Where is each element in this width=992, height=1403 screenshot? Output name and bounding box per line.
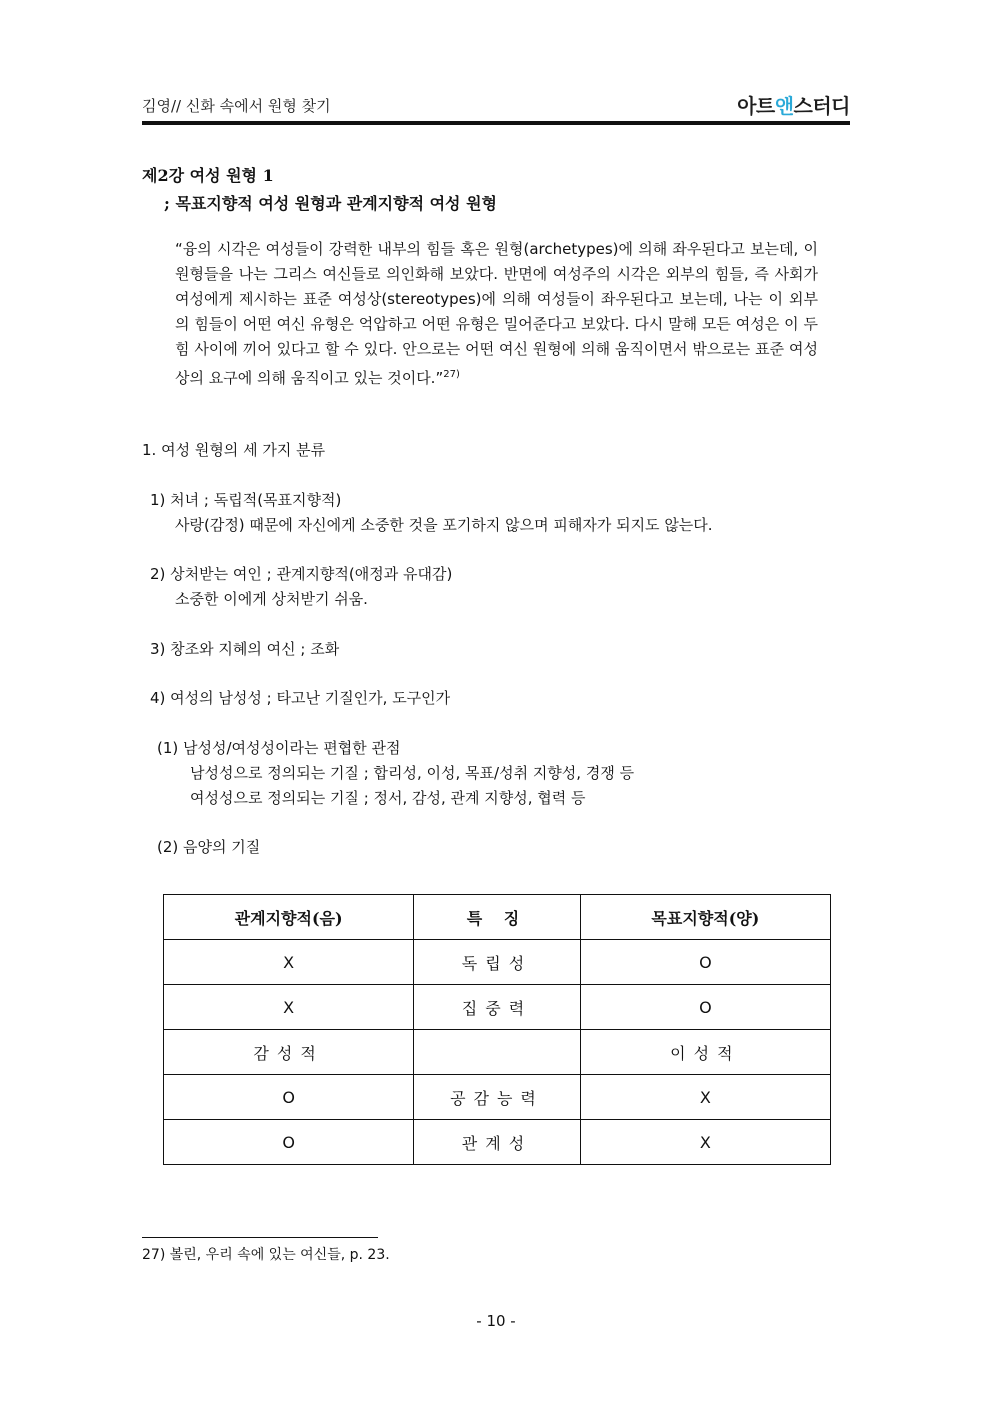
table-cell: O — [164, 1120, 414, 1165]
item-1-heading: 1) 처녀 ; 독립적(목표지향적) — [150, 491, 342, 509]
running-header: 김영// 신화 속에서 원형 찾기 — [142, 97, 331, 115]
item-3-heading: 3) 창조와 지혜의 여신 ; 조화 — [150, 640, 340, 658]
item-1-body: 사랑(감정) 때문에 자신에게 소중한 것을 포기하지 않으며 피해자가 되지도 않는다. — [175, 516, 713, 534]
item-2-body: 소중한 이에게 상처받기 쉬움. — [175, 590, 368, 608]
lecture-title: 제2강 여성 원형 1 — [142, 166, 274, 185]
page-number: - 10 - — [476, 1312, 516, 1330]
item-2-heading: 2) 상처받는 여인 ; 관계지향적(애정과 유대감) — [150, 565, 453, 583]
subitem-2-heading: (2) 음양의 기질 — [157, 838, 261, 856]
table-cell: 이성적 — [580, 1030, 830, 1075]
table-header-cell: 목표지향적(양) — [580, 895, 830, 940]
table-cell: X — [164, 985, 414, 1030]
quote-paragraph — [175, 237, 818, 391]
brand-text-b: 앤 — [774, 94, 794, 118]
table-cell: 관계성 — [414, 1120, 581, 1165]
table-cell: X — [164, 940, 414, 985]
footnote: 27) 볼린, 우리 속에 있는 여신들, p. 23. — [142, 1247, 390, 1263]
table-row — [164, 1030, 831, 1075]
table-cell: O — [580, 985, 830, 1030]
table-row — [164, 940, 831, 985]
brand-text-c: 스터디 — [793, 94, 850, 118]
yin-yang-traits-table — [163, 894, 831, 1165]
footnote-divider — [142, 1237, 378, 1238]
table-cell: 집중력 — [414, 985, 581, 1030]
table-cell: X — [580, 1120, 830, 1165]
subitem-1-line-1: 남성성으로 정의되는 기질 ; 합리성, 이성, 목표/성취 지향성, 경쟁 등 — [190, 764, 635, 782]
table-header-row — [164, 895, 831, 940]
brand-text-a: 아트 — [737, 94, 775, 118]
quote-text: “융의 시각은 여성들이 강력한 내부의 힘들 혹은 원형(archetypes)에 의해 좌우된다고 보는데, 이 원형들을 나는 그리스 여신들로 의인화해 보았다. 반면에 여성주의 시각은 외부의 힘들, 즉 사회가 여성에게 제시하는 표준 여성상(stereotypes)에 의해 여성들이 좌우된다고 보는데, 나는 이 외부의 힘들이 어떤 여신 유형은 억압하고 어떤 유형은 밀어준다고 보았다. 다시 말해 모든 여성은 이 두 힘 사이에 끼어 있다고 할 수 있다. 안으로는 어떤 여신 원형에 의해 움직이면서 밖으로는 표준 여성상의 요구에 의해 움직이고 있는 것이다.” — [175, 240, 818, 387]
subitem-1-line-2: 여성성으로 정의되는 기질 ; 정서, 감성, 관계 지향성, 협력 등 — [190, 789, 586, 807]
table-row — [164, 1075, 831, 1120]
lecture-subtitle: ; 목표지향적 여성 원형과 관계지향적 여성 원형 — [164, 194, 497, 213]
table-cell — [414, 1030, 581, 1075]
table-row — [164, 985, 831, 1030]
table-cell: O — [164, 1075, 414, 1120]
table-cell: 감성적 — [164, 1030, 414, 1075]
header-divider — [142, 121, 850, 125]
section-heading: 1. 여성 원형의 세 가지 분류 — [142, 441, 326, 459]
item-4-heading: 4) 여성의 남성성 ; 타고난 기질인가, 도구인가 — [150, 689, 451, 707]
brand-logo — [737, 90, 850, 119]
table-cell: O — [580, 940, 830, 985]
table-header-cell: 관계지향적(음) — [164, 895, 414, 940]
table-header-cell: 특 징 — [414, 895, 581, 940]
table-cell: 공감능력 — [414, 1075, 581, 1120]
table-cell: 독립성 — [414, 940, 581, 985]
footnote-ref: 27) — [443, 369, 460, 380]
table-cell: X — [580, 1075, 830, 1120]
table-row — [164, 1120, 831, 1165]
subitem-1-heading: (1) 남성성/여성성이라는 편협한 관점 — [157, 739, 401, 757]
